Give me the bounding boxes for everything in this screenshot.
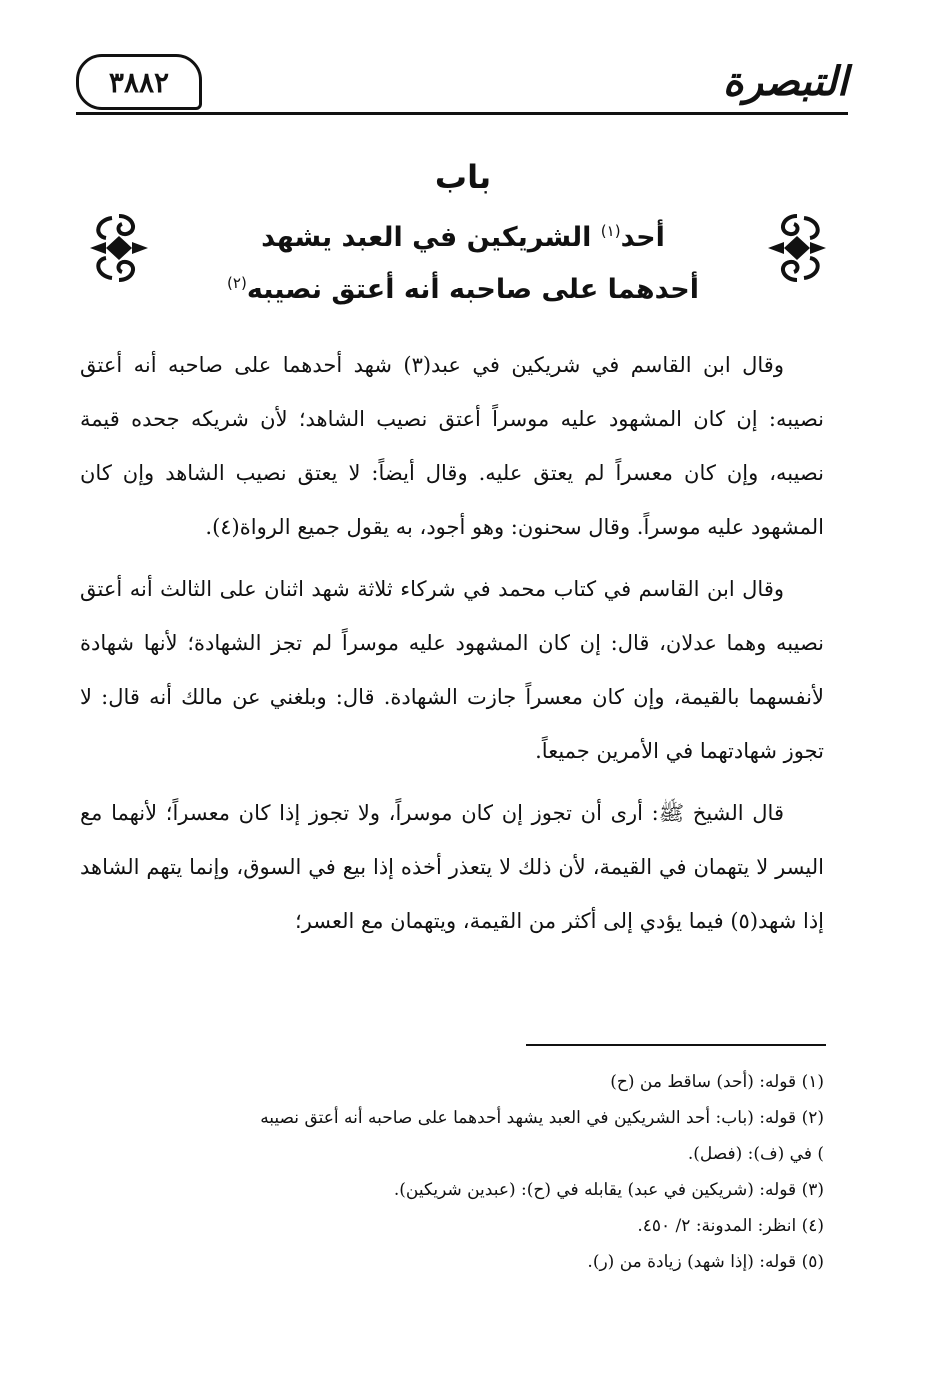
title-word: أحد [620, 222, 665, 253]
paragraph-1 [80, 338, 824, 554]
header-rule [76, 112, 848, 115]
title-line-2-text: أحدهما على صاحبه أنه أعتق نصيبه [246, 274, 699, 305]
main-text [80, 338, 824, 948]
ornament-left-icon [86, 208, 152, 288]
footnote-ref-1: (١) [600, 222, 621, 240]
chapter-title-line-2 [180, 274, 746, 305]
ornament-right-icon [764, 208, 830, 288]
footnote: (٢) قوله: (باب: أحد الشريكين في العبد يشهد أحدهما على صاحبه أنه أعتق نصيبه [260, 1108, 824, 1128]
chapter-title-line-1 [180, 222, 746, 253]
footnote: (١) قوله: (أحد) ساقط من (ح) [610, 1072, 824, 1092]
footnote: (٣) قوله: (شريكين في عبد) يقابله في (ح): (عبدين شريكين). [393, 1180, 824, 1200]
page-number: ٣٨٨٢ [76, 54, 202, 110]
chapter-label: باب [434, 158, 492, 196]
footnote: ) في (ف): (فصل). [687, 1144, 824, 1164]
footnote-separator [526, 1044, 826, 1046]
footnotes [150, 1064, 824, 1280]
paragraph-1-text: وقال ابن القاسم في شريكين في عبد(٣) شهد أحدهما على صاحبه أنه أعتق نصيبه: إن كان المشهود عليه موسراً أعتق نصيب الشاهد؛ لأن شريكه جحده قيمة نصيبه، وإن كان معسراً لم يعتق عليه. وقال أيضاً: لا يعتق نصيب الشاهد وإن كان المشهود عليه موسراً. وقال سحنون: وهو أجود، به يقول جميع الرواة(٤). [80, 353, 824, 539]
book-title: التبصرة [722, 58, 848, 105]
paragraph-3 [80, 786, 824, 948]
paragraph-3-text: قال الشيخ ﷺ: أرى أن تجوز إن كان موسراً، ولا تجوز إذا كان معسراً؛ لأنهما مع اليسر لا يتهمان في القيمة، لأن ذلك لا يتعذر أخذه إذا بيع في السوق، وإنما يتهم الشاهد إذا شهد(٥) فيما يؤدي إلى أكثر من القيمة، ويتهمان مع العسر؛ [80, 801, 824, 933]
paragraph-2 [80, 562, 824, 778]
page-header [76, 48, 848, 122]
paragraph-2-text: وقال ابن القاسم في كتاب محمد في شركاء ثلاثة شهد اثنان على الثالث أنه أعتق نصيبه وهما عدلان، قال: إن كان المشهود عليه موسراً لم تجز الشهادة؛ لأنها شهادة لأنفسهما بالقيمة، وإن كان معسراً جازت الشهادة. قال: وبلغني عن مالك أنه قال: لا تجوز شهادتهما في الأمرين جميعاً. [80, 577, 824, 763]
footnote: (٤) انظر: المدونة: ٢/ ٤٥٠. [637, 1216, 824, 1236]
title-rest: الشريكين في العبد يشهد [261, 222, 601, 253]
footnote: (٥) قوله: (إذا شهد) زيادة من (ر). [587, 1252, 824, 1272]
footnote-ref-2: (٢) [227, 274, 247, 292]
